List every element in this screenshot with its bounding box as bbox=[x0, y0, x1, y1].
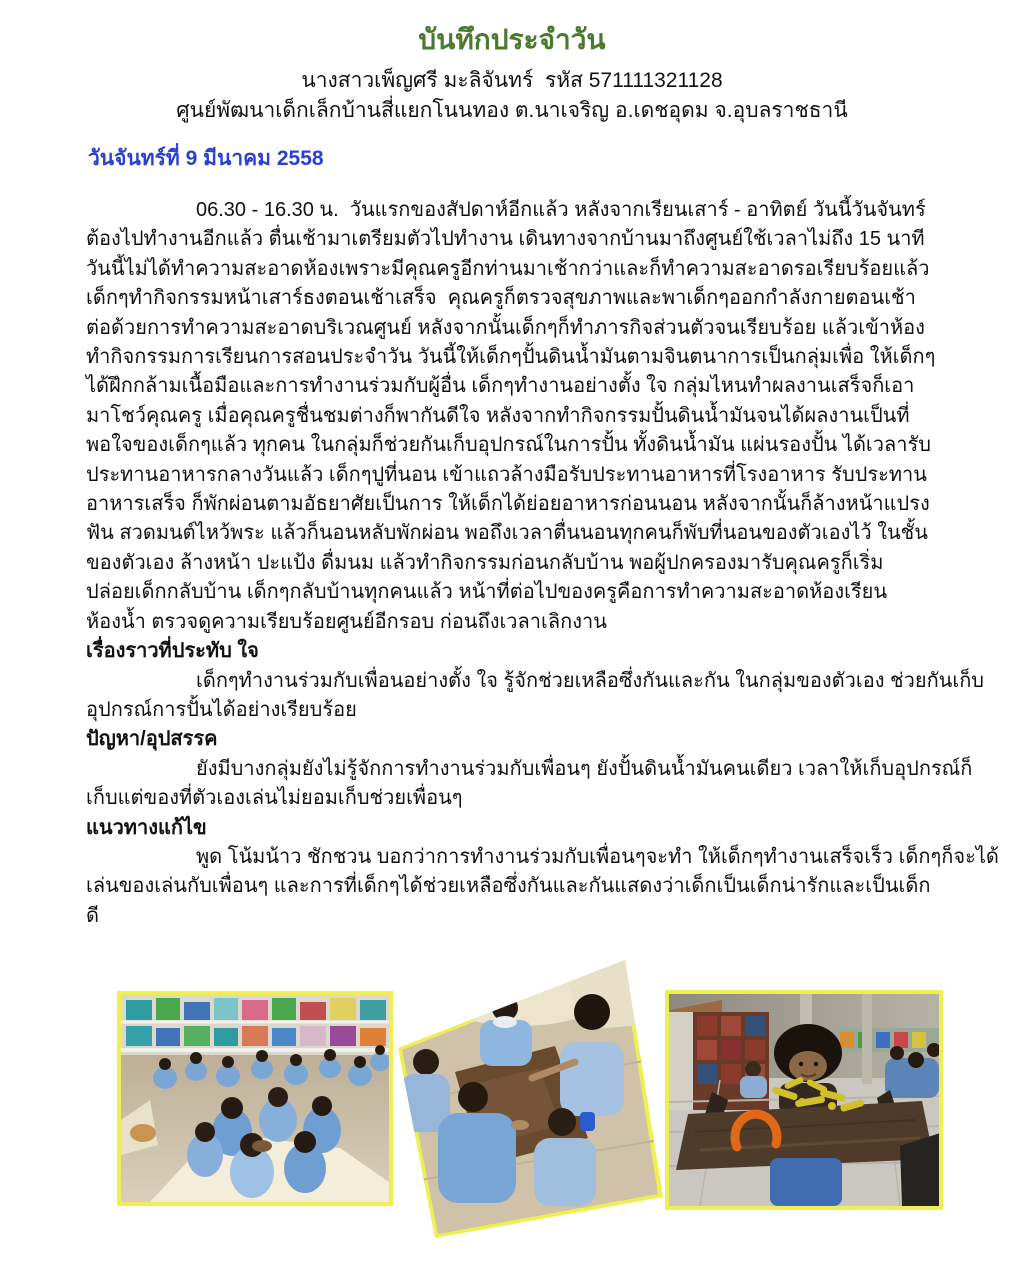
photo-children-groups bbox=[117, 991, 393, 1206]
author-line: นางสาวเพ็ญศรี มะลิจันทร์ รหัส 571111321128 bbox=[301, 69, 723, 92]
organization-line: ศูนย์พัฒนาเด็กเล็กบ้านสี่แยกโนนทอง ต.นาเจริญ อ.เดชอุดม จ.อุบลราชธานี bbox=[176, 99, 848, 122]
daily-record-line: ห้องน้ำ ตรวจดูความเรียบร้อยศูนย์อีกรอบ ก่อนถึงเวลาเลิกงาน bbox=[86, 610, 607, 633]
solution-line: ดี bbox=[86, 904, 99, 927]
impression-line: เด็กๆทำงานร่วมกับเพื่อนอย่างตั้ง ใจ รู้จักช่วยเหลือซึ่งกันและกัน ในกลุ่มของตัวเอง ช่วยกันเก็บ bbox=[196, 669, 984, 692]
daily-record-line: ประทานอาหารกลางวันแล้ว เด็กๆปูที่นอน เข้าแถวล้างมือรับประทานอาหารที่โรงอาหาร รับประทาน bbox=[86, 463, 927, 486]
daily-record-line: ทำกิจกรรมการเรียนการสอนประจำวัน วันนี้ให้เด็กๆปั้นดินน้ำมันตามจินตนาการเป็นกลุ่มเพื่อ ให้เด็กๆ bbox=[86, 346, 936, 369]
photo-girl-with-board bbox=[665, 990, 943, 1210]
photo-strip bbox=[0, 950, 1024, 1275]
daily-record-line: เด็กๆทำกิจกรรมหน้าเสาร์ธงตอนเช้าเสร็จ คุณครูก็ตรวจสุขภาพและพาเด็กๆออกกำลังกายตอนเช้า bbox=[86, 287, 916, 310]
daily-record-line: ปล่อยเด็กกลับบ้าน เด็กๆกลับบ้านทุกคนแล้ว หน้าที่ต่อไปของครูคือการทำความสะอาดห้องเรียน bbox=[86, 581, 888, 604]
solution-line: พูด โน้มน้าว ชักชวน บอกว่าการทำงานร่วมกับเพื่อนๆจะทำ ให้เด็กๆทำงานเสร็จเร็ว เด็กๆก็จะได้ bbox=[196, 845, 999, 868]
daily-record-line: พอใจของเด็กๆแล้ว ทุกคน ในกลุ่มก็ช่วยกันเก็บอุปกรณ์ในการปั้น ทั้งดินน้ำมัน แผ่นรองปั้น ได้เวลารับ bbox=[86, 434, 931, 457]
photo-clay-boards bbox=[398, 950, 663, 1238]
daily-record-line: อาหารเสร็จ ก็พักผ่อนตามอัธยาศัยเป็นการ ให้เด็กได้ย่อยอาหารก่อนนอน หลังจากนั้นก็ล้างหน้าแปรง bbox=[86, 493, 930, 516]
impression-heading: เรื่องราวที่ประทับ ใจ bbox=[86, 640, 259, 663]
problems-line: เก็บแต่ของที่ตัวเองเล่นไม่ยอมเก็บช่วยเพื่อนๆ bbox=[86, 787, 463, 810]
daily-record-line: 06.30 - 16.30 น. วันแรกของสัปดาห์อีกแล้ว หลังจากเรียนเสาร์ - อาทิตย์ วันนี้วันจันทร์ bbox=[196, 199, 926, 221]
journal-body bbox=[86, 196, 999, 931]
daily-record-line: ต่อด้วยการทำความสะอาดบริเวณศูนย์ หลังจากนั้นเด็กๆก็ทำภารกิจส่วนตัวจนเรียบร้อย แล้วเข้าห้อง bbox=[86, 316, 925, 339]
problems-line: ยังมีบางกลุ่มยังไม่รู้จักการทำงานร่วมกับเพื่อนๆ ยังปั้นดินน้ำมันคนเดียว เวลาให้เก็บอุปกรณ์ก็ bbox=[196, 757, 973, 780]
solution-line: เล่นของเล่นกับเพื่อนๆ และการที่เด็กๆได้ช่วยเหลือซึ่งกันและกันแสดงว่าเด็กเป็นเด็กน่ารักและเป็นเด็ก bbox=[86, 875, 931, 898]
page-title: บันทึกประจำวัน bbox=[418, 24, 606, 55]
daily-record-line: ต้องไปทำงานอีกแล้ว ตื่นเช้ามาเตรียมตัวไปทำงาน เดินทางจากบ้านมาถึงศูนย์ใช้เวลาไม่ถึง 15 นาที bbox=[86, 228, 925, 251]
problems-heading: ปัญหา/อุปสรรค bbox=[86, 728, 218, 751]
daily-record-line: ได้ฝึกกล้ามเนื้อมือและการทำงานร่วมกับผู้อื่น เด็กๆทำงานอย่างตั้ง ใจ กลุ่มไหนทำผลงานเสร็จก็เอา bbox=[86, 375, 915, 398]
date-heading: วันจันทร์ที่ 9 มีนาคม 2558 bbox=[88, 147, 324, 170]
daily-record-line: มาโชว์คุณครู เมื่อคุณครูชื่นชมต่างก็พากันดีใจ หลังจากทำกิจกรรมปั้นดินน้ำมันจนได้ผลงานเป็นที่ bbox=[86, 404, 910, 427]
daily-record-line: วันนี้ไม่ได้ทำความสะอาดห้องเพราะมีคุณครูอีกท่านมาเช้ากว่าและก็ทำความสะอาดรอเรียบร้อยแล้ว bbox=[86, 257, 930, 280]
daily-record-line: ฟัน สวดมนต์ไหว้พระ แล้วก็นอนหลับพักผ่อน พอถึงเวลาตื่นนอนทุกคนก็พับที่นอนของตัวเองไว้ ในชั้น bbox=[86, 522, 928, 545]
solution-heading: แนวทางแก้ไข bbox=[86, 816, 207, 839]
daily-record-line: ของตัวเอง ล้างหน้า ปะแป้ง ดื่มนม แล้วทำกิจกรรมก่อนกลับบ้าน พอผู้ปกครองมารับคุณครูก็เริ่ม bbox=[86, 551, 884, 574]
impression-line: อุปกรณ์การปั้นได้อย่างเรียบร้อย bbox=[86, 698, 357, 721]
